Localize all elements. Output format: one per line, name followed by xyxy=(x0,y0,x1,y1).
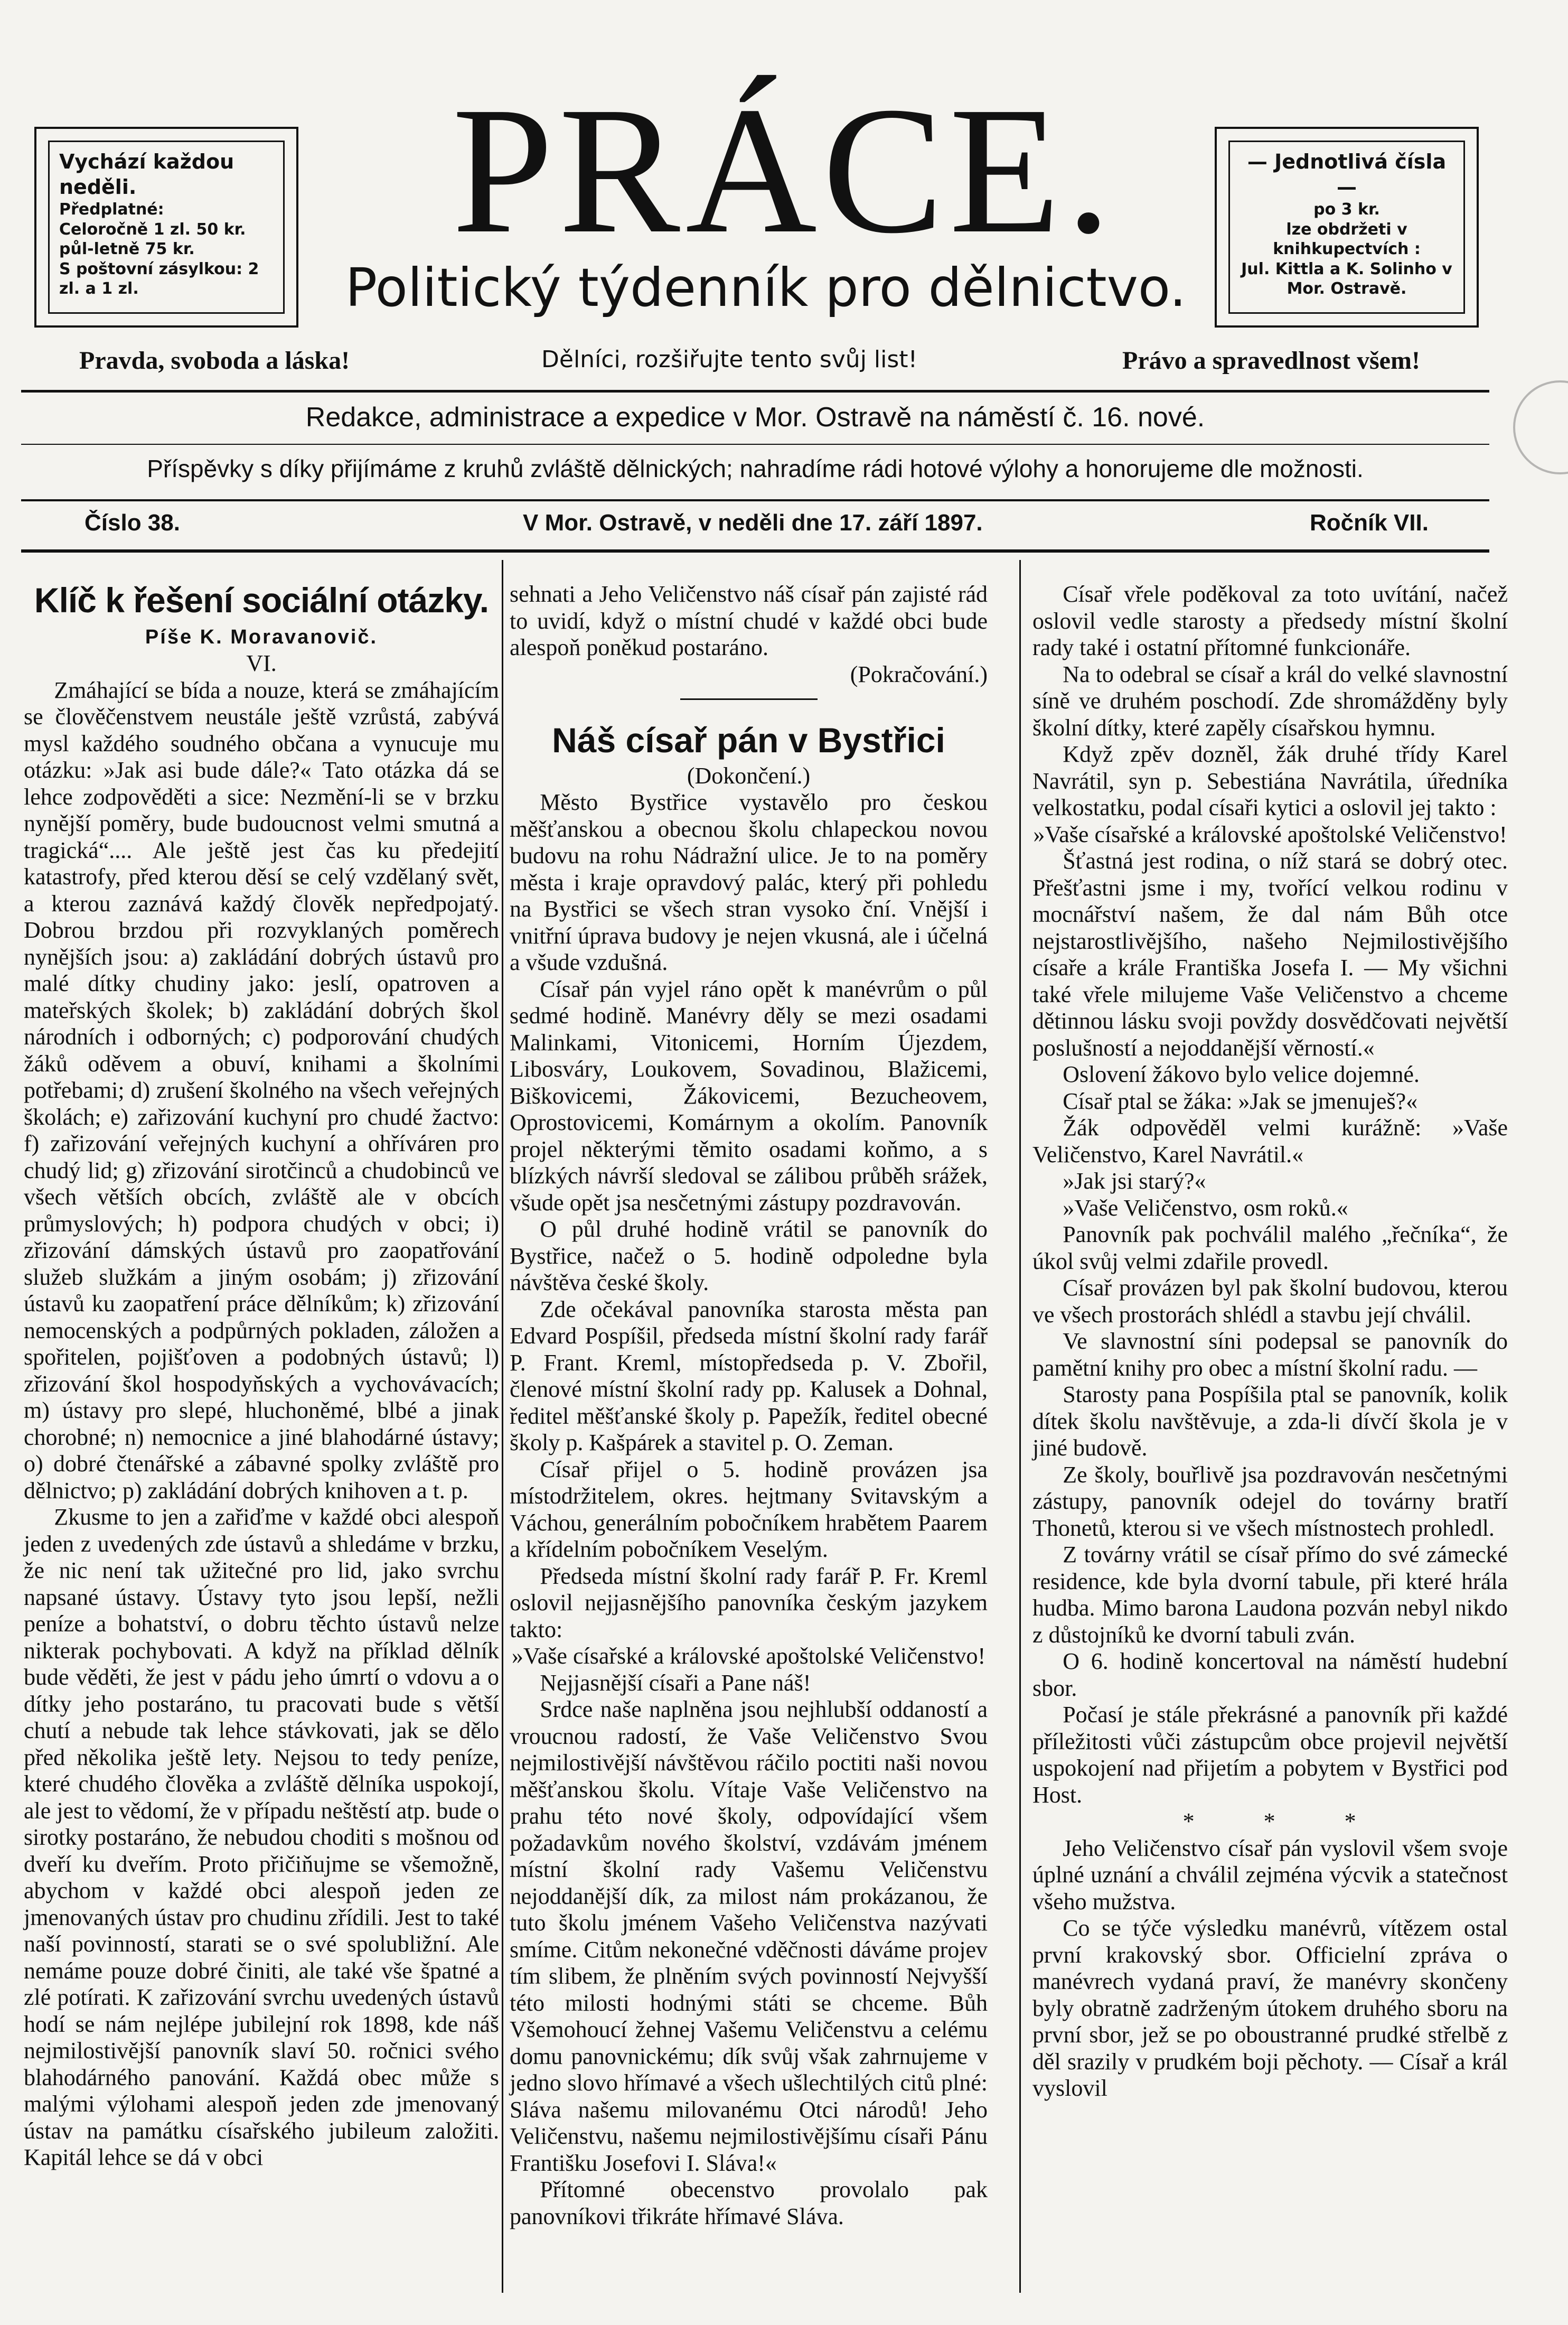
article-paragraph: »Jak jsi starý?« xyxy=(1063,1168,1206,1194)
article-paragraph: Ze školy, bouřlivě jsa pozdravován nesčetnými zástupy, panovník odejel do továrny bratří Thonetů, kterou si ve všech místnostech prohledl. xyxy=(1032,1461,1508,1541)
issue-date: V Mor. Ostravě, v neděli dne 17. září 1897. xyxy=(523,510,983,536)
single-issue-box-content xyxy=(1228,141,1465,314)
article-paragraph: Starosty pana Pospíšila ptal se panovník, kolik dítek školu navštěvuje, a zda-li dívčí škola je v jiné budově. xyxy=(1032,1381,1508,1461)
article-paragraph: Srdce naše naplněna jsou nejhlubší oddaností a vroucnou radostí, že Vaše Veličenstvo Svou nejmilostivější návštěvou ráčilo poctiti naši novou měšťanskou školu. Vítaje Vaše Veličenstvo na prahu této nové školy, odpovídající všem požadavkům nového školství, vzdávám jménem místní školní rady Vašemu Veličenstvu nejoddanější dík, za milost nám prokázanou, že tuto školu jménem Vašeho Veličenstva nazývati smíme. Citům nekonečné vděčnosti dáváme projev tím slibem, že plněním svých povinností Nejvyšší této milosti hodnými státi se chceme. Bůh Všemohoucí žehnej Vašemu Veličenstvu a celému domu panovnickému; dík svůj však zahrnujeme v jedno slovo hřímavé a všech ušlechtilých citů plné: Sláva našemu milovanému Otci národů! Jeho Veličenstvu, našemu nejmilostivějšímu císaři Pánu Františku Josefovi I. Sláva!« xyxy=(510,1696,988,2176)
article-paragraph: »Vaše Veličenstvo, osm roků.« xyxy=(1063,1194,1348,1221)
continuation-note: (Pokračování.) xyxy=(850,661,988,687)
notice-divider xyxy=(21,499,1489,501)
article-paragraph: Přítomné obecenstvo provolalo pak panovníkovi třikráte hřímavé Sláva. xyxy=(510,2177,988,2229)
issue-line xyxy=(21,510,1489,541)
masthead-divider xyxy=(21,390,1489,393)
subscription-price-line: Celoročně 1 zl. 50 kr. půl-letně 75 kr. xyxy=(59,220,246,258)
column-2 xyxy=(510,581,988,2230)
article-title: Klíč k řešení sociální otázky. xyxy=(34,581,489,620)
column-3 xyxy=(1032,581,1508,2102)
article-paragraph: Ve slavnostní síni podepsal se panovník do pamětní knihy pro obec a místní školní radu. — xyxy=(1032,1328,1508,1381)
article-paragraph: Město Bystřice vystavělo pro českou měšťanskou a obecnou školu chlapeckou novou budovu na rohu Nádražní ulice. Je to na poměry města i kraje opravdový palác, který při pohledu na Bystřici se všech stran vysoko ční. Vnější i vnitřní úprava budovy je nejen vkusná, ale i účelná a všude vzdušná. xyxy=(510,789,988,976)
article-paragraph: Oslovení žákovo bylo velice dojemné. xyxy=(1063,1061,1420,1087)
library-stamp xyxy=(1513,380,1568,474)
article-paragraph: Šťastná jest rodina, o níž stará se dobrý otec. Přešťastni jsme i my, tvořící velkou rodinu v mocnářství našem, že dal nám Bůh otce nejstarostlivějšího, našeho Nejmilostivějšího císaře a krále Františka Josefa I. — My všichni také vřele milujeme Vaše Veličenstvo a chceme dětinnou lásku svoji povždy dosvědčovati největší poslušností a nejoddanější věrností.« xyxy=(1032,848,1508,1061)
article-author: Píše K. Moravanovič. xyxy=(145,625,378,648)
article-paragraph: sehnati a Jeho Veličenstvo náš císař pán zajisté rád to uvidí, když o místní chudé v každé obci bude alespoň poněkud postaráno. xyxy=(510,581,988,660)
article-paragraph: Na to odebral se císař a král do velké slavnostní síně ve druhém poschodí. Zde shromážděny byly školní dítky, které zapěly císařskou hymnu. xyxy=(1032,661,1508,741)
column-divider-2 xyxy=(1019,560,1021,2293)
article-paragraph: Císař ptal se žáka: »Jak se jmenuješ?« xyxy=(1063,1088,1418,1114)
subscription-subheading: Předplatné: xyxy=(59,200,164,219)
conclusion-note: (Dokončení.) xyxy=(687,762,811,789)
article-paragraph: O půl druhé hodině vrátil se panovník do Bystřice, načež o 5. hodině odpoledne byla návštěva české školy. xyxy=(510,1216,988,1296)
newspaper-subtitle: Politický týdenník pro dělnictvo. xyxy=(345,257,1187,319)
article-paragraph: Císař provázen byl pak školní budovou, kterou ve všech prostorách shlédl a stavbu její chválil. xyxy=(1032,1275,1508,1328)
article-paragraph: Císař vřele poděkoval za toto uvítání, načež oslovil vedle starosty a předsedy místní školní rady také i ostatní přítomné funkcionáře. xyxy=(1032,581,1508,660)
article-part: VI. xyxy=(246,650,277,677)
slogan-middle: Dělníci, rozšiřujte tento svůj list! xyxy=(541,346,918,373)
article-paragraph: Když zpěv dozněl, žák druhé třídy Karel Navrátil, syn p. Sebestiána Navrátila, úředníka velkostatku, podal císaři kytici a oslovil jej takto : xyxy=(1032,741,1508,820)
address-divider xyxy=(21,444,1489,445)
subscription-box xyxy=(34,127,298,328)
column-1 xyxy=(24,581,499,2171)
article-paragraph: Zde očekával panovníka starosta města pan Edvard Pospíšil, předseda místní školní rady farář P. Frant. Kreml, místopředseda p. V. Zbořil, členové místní školní rady pp. Kalusek a Dohnal, ředitel měšťanské školy p. Papežík, ředitel obecné školy p. Kašpárek a stavitel p. O. Zeman. xyxy=(510,1296,988,1456)
volume-number: Ročník VII. xyxy=(1310,510,1429,536)
section-stars: * * * xyxy=(1182,1808,1388,1834)
article-paragraph: Panovník pak pochválil malého „řečníka“, že úkol svůj velmi zdařile provedl. xyxy=(1032,1221,1508,1274)
single-issue-price: po 3 kr. xyxy=(1313,200,1380,219)
article-paragraph: O 6. hodině koncertoval na náměstí hudební sbor. xyxy=(1032,1648,1508,1701)
subscription-postal-line: S poštovní zásylkou: 2 zl. a 1 zl. xyxy=(59,259,259,298)
slogan-left: Pravda, svoboda a láska! xyxy=(79,347,350,375)
subscription-box-content xyxy=(48,141,285,314)
single-issue-bookshops: Jul. Kittla a K. Solinho v Mor. Ostravě. xyxy=(1241,259,1452,298)
speech-salutation: »Vaše císařské a královské apoštolské Veličenstvo! xyxy=(1033,821,1507,847)
issue-divider xyxy=(21,549,1489,553)
editorial-address: Redakce, administrace a expedice v Mor. Ostravě na náměstí č. 16. nové. xyxy=(305,402,1205,433)
single-issue-availability: lze obdržeti v knihkupectvích : xyxy=(1273,220,1421,258)
article-paragraph: Císař přijel o 5. hodině provázen jsa místodržitelem, okres. hejtmany Svitavským a Váchou, generálním pobočníkem hrabětem Paarem a křídelním pobočníkem Veselým. xyxy=(510,1456,988,1563)
article-paragraph: Jeho Veličenstvo císař pán vyslovil všem svoje úplné uznání a chválil zejména výcvik a statečnost všeho mužstva. xyxy=(1032,1835,1508,1915)
article-paragraph: Zmáhající se bída a nouze, která se zmáhajícím se člověčenstvem neustále ještě vzrůstá, zabývá mysl každého soudného občana a vynucuje mu otázku: »Jak asi bude dále?« Tato otázka dá se lehce zodpověděti a sice: Nezmění-li se v brzku nynější poměry, bude budoucnost velmi smutná a tragická“.... Ale ještě jest čas ku předejití katastrofy, před kterou děsí se celý vzdělaný svět, a kterou zaznává každý člověk nepředpojatý. Dobrou brzdou při rozvyklaných poměrech nynějších jsou: a) zakládání dobrých ústavů pro malé dítky chudiny jako: jeslí, opatroven a mateřských školek; b) zakládání dobrých škol národních i odborných; c) podporování chudých žáků oděvem a obuví, knihami a školními potřebami; d) zrušení školného na všech veřejných školách; e) zařizování kuchyní pro chudé žactvo: f) zařizování veřejných kuchyní a ohříváren pro chudý lid; g) zřizování sirotčinců a chudobinců ve všech větších obcích, zvláště ale v obcích průmyslových; h) podpora chudých v obci; i) zřizování dámských ústavů pro zaopatřování služeb služkám a jiným osobám; j) zřizování ústavů ku zaopatření práce dělníkům; k) zřizování nemocenských a podpůrných pokladen, záložen a spořitelen, pojišťoven a podobných ústavů; l) zřizování škol hospodyňských a vychovávacích; m) ústavy pro slepé, hluchoněmé, blbé a jinak chorobné; n) nemocnice a jiné blahodárné ústavy; o) dobré čtenářské a zábavné spolky zvláště pro dělnictvo; p) zakládání dobrých knihoven a t. p. xyxy=(24,677,499,1504)
contributions-notice: Příspěvky s díky přijímáme z kruhů zvláště dělnických; nahradíme rádi hotové výlohy a honorujeme dle možnosti. xyxy=(147,455,1364,482)
article-paragraph: Z továrny vrátil se císař přímo do své zámecké residence, kde byla dvorní tabule, při které hrála hudba. Mimo barona Laudona pozván nebyl nikdo z důstojníků ke dvorní tabuli zván. xyxy=(1032,1542,1508,1648)
speech-greeting: Nejjasnější císaři a Pane náš! xyxy=(540,1669,811,1696)
speech-salutation: »Vaše císařské a královské apoštolské Veličenstvo! xyxy=(511,1643,986,1669)
article-paragraph: Žák odpověděl velmi kurážně: »Vaše Veličenstvo, Karel Navrátil.« xyxy=(1032,1115,1508,1168)
article-paragraph: Předseda místní školní rady farář P. Fr. Kreml oslovil nejjasnějšího panovníka českým jazykem takto: xyxy=(510,1563,988,1642)
subscription-heading: Vychází každou neděli. xyxy=(59,150,234,199)
column-divider-1 xyxy=(502,560,503,2293)
article-paragraph: Zkusme to jen a zařiďme v každé obci alespoň jeden z uvedených zde ústavů a shledáme v brzku, že nic není tak užitečné pro lid, jako svrchu napsané ústavy. Ústavy tyto jsou lepší, nežli peníze a bohatství, o dobru těchto ústavů nelze nikterak pochybovati. A když na příklad dělník bude věděti, že jest v pádu jeho úmrtí o vdovu a o dítky jeho postaráno, tu pracovati bude s větší chutí a nebude tak lehce stávkovati, jak se dělo před několika ještě lety. Nejsou to tedy peníze, které chudého člověka a zvláště dělníka uspokojí, ale jest to vědomí, že v případu neštěstí atp. bude o sirotky postaráno, že nebudou choditi s mošnou od dveří ku dveřím. Proto přičiňujme se všemožně, abychom v každé obci alespoň jeden ze jmenovaných ústav pro chudinu zřídili. Jest to také naší povinností, starati se o své spolubližní. Ale nemáme pouze dobré činiti, ale také vše špatné a zlé potírati. K zařizování svrchu uvedených ústavů hodí se nám nejlépe jubilejní rok 1898, kde náš nejmilostivější panovník slaví 50. ročnici svého blahodárného panování. Každá obec může s malými výlohami alespoň jeden zde jmenovaný ústav na památku císařského jubileum založiti. Kapitál lehce se dá v obci xyxy=(24,1504,499,2171)
single-issue-box xyxy=(1215,127,1479,328)
article-paragraph: Počasí je stále překrásné a panovník při každé příležitosti vůči zástupcům obce projevil největší uspokojení nad přijetím a pobytem v Bystřici pod Host. xyxy=(1032,1702,1508,1808)
issue-number: Číslo 38. xyxy=(84,510,180,536)
slogan-right: Právo a spravedlnost všem! xyxy=(1122,347,1420,375)
newspaper-title: PRÁCE. xyxy=(452,69,1117,271)
single-issue-heading: — Jednotlivá čísla — xyxy=(1247,150,1447,199)
article-separator xyxy=(680,698,818,700)
article-title: Náš císař pán v Bystřici xyxy=(552,721,945,760)
article-paragraph: Co se týče výsledku manévrů, vítězem ostal první krakovský sbor. Officielní zpráva o manévrech vydaná praví, že manévry skončeny byly obratně zadrženým útokem druhého sboru na první sbor, jež se po oboustranné prudké střelbě z děl srazily v prudkém boji pěchoty. — Císař a král vyslovil xyxy=(1032,1915,1508,2101)
article-paragraph: Císař pán vyjel ráno opět k manévrům o půl sedmé hodině. Manévry děly se mezi osadami Malinkami, Vitonicemi, Horním Újezdem, Libosváry, Loukovem, Sovadinou, Blažicemi, Biškovicemi, Žákovicemi, Bezucheovem, Oprostovicemi, Komárnym a okolím. Panovník projel některými těmito osadami koňmo, a s blízkých návrší sledoval se zálibou průběh srážek, všude opět jsa nesčetnými zástupy pozdravován. xyxy=(510,976,988,1216)
